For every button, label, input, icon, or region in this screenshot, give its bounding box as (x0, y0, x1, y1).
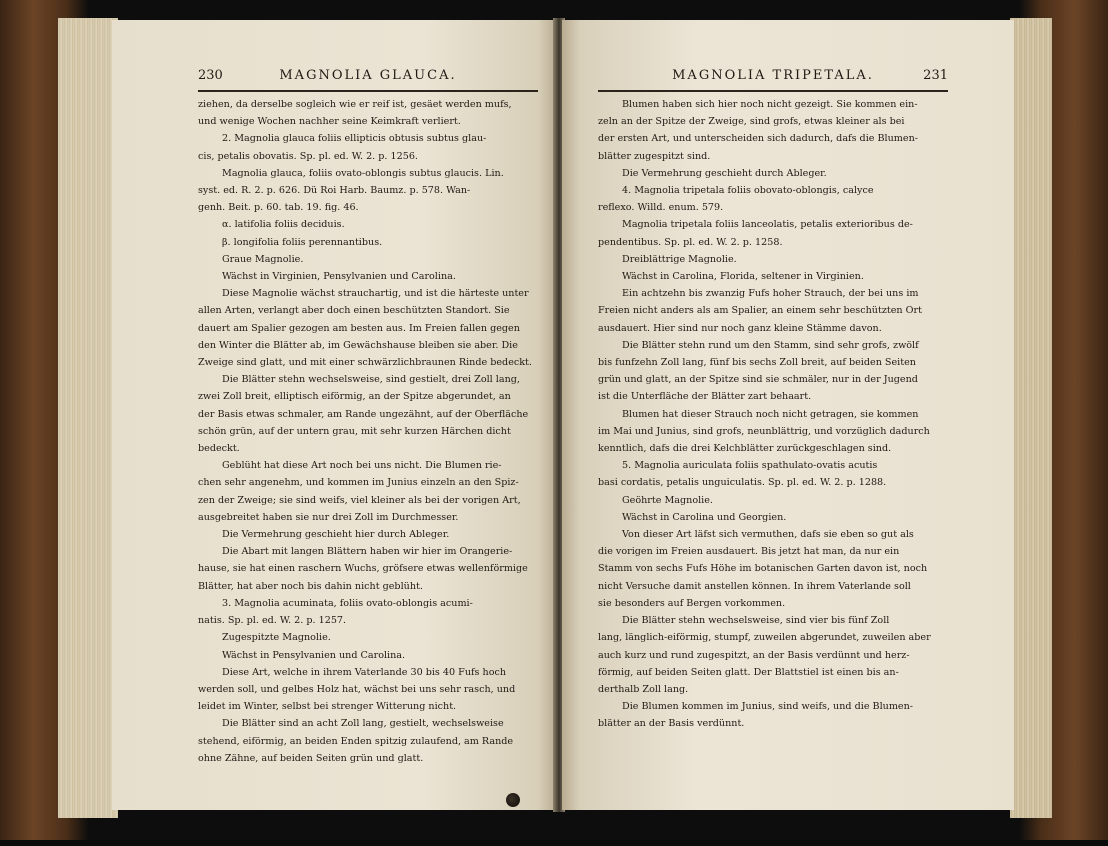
text-line: blätter an der Basis verdünnt. (598, 718, 745, 730)
text-line: dauert am Spalier gezogen am besten aus. Im Freien fallen gegen (198, 322, 520, 334)
text-line: förmig, auf beiden Seiten glatt. Der Blattstiel ist einen bis an- (598, 666, 899, 678)
text-line: Wächst in Virginien, Pensylvanien und Carolina. (222, 271, 456, 283)
text-line: pendentibus. Sp. pl. ed. W. 2. p. 1258. (598, 236, 783, 248)
text-line: Die Vermehrung geschieht durch Ableger. (622, 167, 827, 179)
text-line: Wächst in Carolina, Florida, seltener in Virginien. (622, 271, 864, 283)
text-line: schön grün, auf der untern grau, mit sehr kurzen Härchen dicht (198, 425, 511, 437)
left-running-head (198, 68, 538, 92)
text-line: cis, petalis obovatis. Sp. pl. ed. W. 2. p. 1256. (198, 150, 418, 162)
text-line: β. longifolia foliis perennantibus. (222, 236, 383, 248)
text-line: lang, länglich-eiförmig, stumpf, zuweilen abgerundet, zuweilen aber (598, 632, 931, 644)
text-line: ziehen, da derselbe sogleich wie er reif ist, gesäet werden mufs, (198, 99, 512, 110)
text-line: Geblüht hat diese Art noch bei uns nicht. Die Blumen rie- (222, 460, 502, 472)
text-line: allen Arten, verlangt aber doch einen beschützten Standort. Sie (198, 305, 510, 317)
text-line: der Basis etwas schmaler, am Rande ungezähnt, auf der Oberfläche (198, 408, 529, 420)
text-line: grün und glatt, an der Spitze sind sie schmäler, nur in der Jugend (598, 374, 918, 386)
page-edges-right (1010, 18, 1052, 818)
left-body-text (198, 96, 538, 767)
text-line: 4. Magnolia tripetala foliis obovato-oblongis, calyce (622, 185, 874, 197)
text-line: α. latifolia foliis deciduis. (222, 219, 345, 231)
text-line: derthalb Zoll lang. (598, 683, 689, 695)
text-line: Zugespitzte Magnolie. (222, 632, 331, 644)
text-line: Freien nicht anders als am Spalier, an einem sehr beschützten Ort (598, 305, 922, 317)
text-line: Die Vermehrung geschieht hier durch Ableger. (222, 529, 450, 541)
text-line: und wenige Wochen nachher seine Keimkraft verliert. (198, 116, 461, 128)
text-line: hause, sie hat einen raschern Wuchs, gröfsere etwas wellenförmige (198, 563, 528, 575)
text-line: chen sehr angenehm, und kommen im Junius einzeln an den Spiz- (198, 477, 519, 489)
text-line: Von dieser Art läfst sich vermuthen, dafs sie eben so gut als (622, 529, 914, 541)
text-line: basi cordatis, petalis unguiculatis. Sp. pl. ed. W. 2. p. 1288. (598, 477, 887, 489)
text-line: Wächst in Pensylvanien und Carolina. (222, 649, 406, 661)
text-line: stehend, eiförmig, an beiden Enden spitzig zulaufend, am Rande (198, 735, 514, 747)
text-line: Die Blätter stehn wechselsweise, sind gestielt, drei Zoll lang, (222, 374, 520, 386)
text-line: im Mai und Junius, sind grofs, neunblättrig, und vorzüglich dadurch (598, 425, 930, 437)
text-line: zeln an der Spitze der Zweige, sind grofs, etwas kleiner als bei (598, 116, 905, 128)
text-line: zen der Zweige; sie sind weifs, viel kleiner als bei der vorigen Art, (198, 494, 521, 506)
text-line: sie besonders auf Bergen vorkommen. (598, 597, 786, 609)
right-running-head (598, 68, 948, 92)
text-line: Magnolia glauca, foliis ovato-oblongis subtus glaucis. Lin. (222, 167, 504, 179)
text-line: Die Abart mit langen Blättern haben wir hier im Orangerie- (222, 546, 513, 558)
page-edges-left (58, 18, 118, 818)
text-line: Die Blätter stehn rund um den Stamm, sind sehr grofs, zwölf (622, 339, 919, 351)
text-line: 2. Magnolia glauca foliis ellipticis obtusis subtus glau- (222, 133, 487, 145)
text-line: leidet im Winter, selbst bei strenger Witterung nicht. (198, 701, 457, 713)
text-line: ist die Unterfläche der Blätter zart behaart. (598, 391, 812, 403)
left-page (112, 20, 556, 810)
text-line: der ersten Art, und unterscheiden sich dadurch, dafs die Blumen- (598, 133, 918, 145)
text-line: Wächst in Carolina und Georgien. (622, 511, 787, 523)
text-line: Blumen haben sich hier noch nicht gezeigt. Sie kommen ein- (622, 99, 918, 110)
text-line: blätter zugespitzt sind. (598, 150, 711, 162)
right-page (562, 20, 1014, 810)
text-line: Ein achtzehn bis zwanzig Fufs hoher Strauch, der bei uns im (622, 288, 919, 300)
text-line: Die Blätter sind an acht Zoll lang, gestielt, wechselsweise (222, 718, 504, 730)
text-line: ohne Zähne, auf beiden Seiten grün und glatt. (198, 752, 424, 764)
text-line: bis funfzehn Zoll lang, fünf bis sechs Zoll breit, auf beiden Seiten (598, 357, 916, 369)
text-line: Diese Art, welche in ihrem Vaterlande 30 bis 40 Fufs hoch (222, 666, 507, 678)
text-line: bedeckt. (198, 443, 240, 455)
text-line: Stamm von sechs Fufs Höhe im botanischen Garten davon ist, noch (598, 563, 928, 575)
left-page-number: 230 (198, 68, 223, 83)
text-line: natis. Sp. pl. ed. W. 2. p. 1257. (198, 615, 347, 627)
right-head-title: MAGNOLIA TRIPETALA. (672, 68, 874, 83)
right-page-number: 231 (923, 68, 948, 83)
text-line: ausgebreitet haben sie nur drei Zoll im Durchmesser. (198, 511, 459, 523)
text-line: Graue Magnolie. (222, 253, 304, 265)
text-line: ausdauert. Hier sind nur noch ganz kleine Stämme davon. (598, 322, 882, 334)
text-line: 3. Magnolia acuminata, foliis ovato-oblongis acumi- (222, 597, 473, 609)
text-line: werden soll, und gelbes Holz hat, wächst bei uns sehr rasch, und (198, 683, 516, 695)
text-line: Die Blätter stehn wechselsweise, sind vier bis fünf Zoll (622, 615, 890, 627)
text-line: reflexo. Willd. enum. 579. (598, 202, 724, 214)
text-line: zwei Zoll breit, elliptisch eiförmig, an der Spitze abgerundet, an (198, 391, 511, 403)
text-line: Zweige sind glatt, und mit einer schwärzlichbraunen Rinde bedeckt. (198, 357, 532, 369)
text-line: kenntlich, dafs die drei Kelchblätter zurückgeschlagen sind. (598, 443, 892, 455)
text-line: syst. ed. R. 2. p. 626. Dü Roi Harb. Baumz. p. 578. Wan- (198, 185, 471, 197)
text-line: Diese Magnolie wächst strauchartig, und ist die härteste unter (222, 288, 529, 300)
text-line: die vorigen im Freien ausdauert. Bis jetzt hat man, da nur ein (598, 546, 900, 558)
text-line: Magnolia tripetala foliis lanceolatis, petalis exterioribus de- (622, 219, 913, 231)
text-line: nicht Versuche damit anstellen können. In ihrem Vaterlande soll (598, 580, 911, 592)
text-line: Geöhrte Magnolie. (622, 494, 713, 506)
text-line: Blumen hat dieser Strauch noch nicht getragen, sie kommen (622, 408, 919, 420)
right-body-text (598, 96, 948, 733)
text-line: 5. Magnolia auriculata foliis spathulato-ovatis acutis (622, 460, 878, 472)
left-head-title: MAGNOLIA GLAUCA. (279, 68, 457, 83)
text-line: Die Blumen kommen im Junius, sind weifs, und die Blumen- (622, 701, 914, 713)
text-line: Dreiblättrige Magnolie. (622, 253, 737, 265)
text-line: genh. Beit. p. 60. tab. 19. fig. 46. (198, 202, 359, 214)
printer-ornament (506, 793, 520, 807)
text-line: Blätter, hat aber noch bis dahin nicht geblüht. (198, 580, 423, 592)
text-line: auch kurz und rund zugespitzt, an der Basis verdünnt und herz- (598, 649, 910, 661)
text-line: den Winter die Blätter ab, im Gewächshause bleiben sie aber. Die (198, 339, 518, 351)
